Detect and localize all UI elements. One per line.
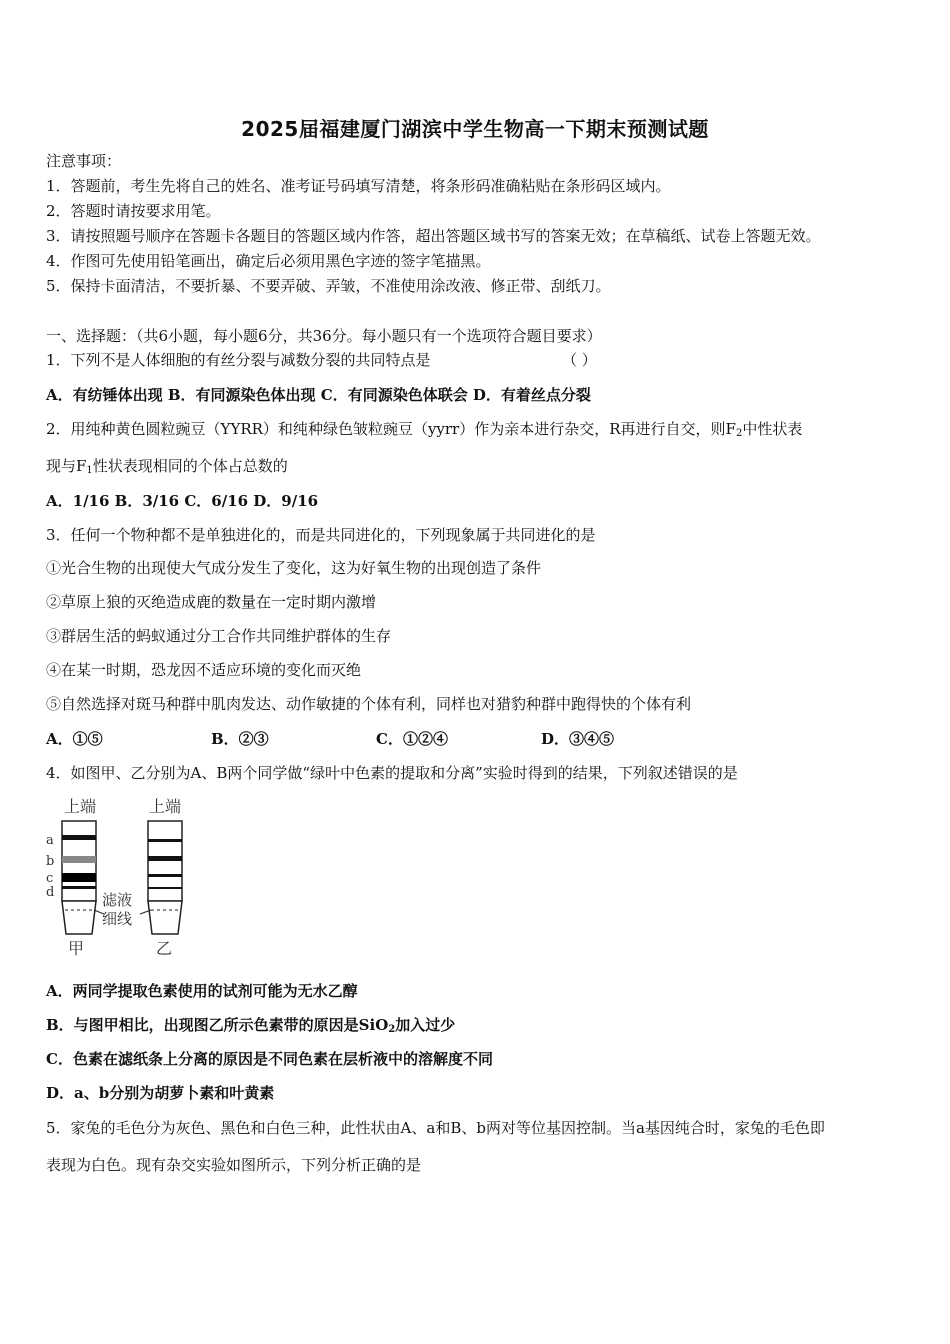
question-4-option-d: D．a、b分别为胡萝卜素和叶黄素 [46, 1084, 275, 1102]
band-b3 [148, 874, 182, 877]
question-2-sub2: 1 [86, 465, 93, 476]
question-3-item: ③群居生活的蚂蚁通过分工合作共同维护群体的生存 [46, 627, 392, 645]
question-2-stem2-a: 现与F [46, 457, 87, 475]
question-5-stem: 5．家兔的毛色分为灰色、黑色和白色三种，此性状由A、a和B、b两对等位基因控制。当a基因纯合时，家兔的毛色即 [46, 1119, 825, 1137]
question-3-option-a: A．①⑤ [46, 730, 103, 748]
question-2-stem [46, 419, 802, 444]
question-4-option-b [46, 1015, 455, 1040]
band-d [62, 886, 96, 889]
figure-top-label-a: 上端 [64, 797, 97, 816]
question-5-stem-line2: 表现为白色。现有杂交实验如图所示，下列分析正确的是 [46, 1156, 422, 1174]
question-4-option-b-b: 加入过少 [395, 1016, 456, 1034]
figure-name-a: 甲 [68, 939, 85, 958]
notice-item: 1．答题前，考生先将自己的姓名、准考证号码填写清楚，将条形码准确粘贴在条形码区域内。 [46, 177, 671, 195]
band-a [62, 835, 96, 840]
notice-item: 2．答题时请按要求用笔。 [46, 202, 221, 220]
section-heading: 一、选择题：（共6小题，每小题6分，共36分。每小题只有一个选项符合题目要求） [46, 327, 602, 345]
paper-strip-b [148, 821, 182, 934]
paper-strip-a [62, 821, 96, 934]
band-b4 [148, 887, 182, 889]
question-2-stem-line2 [46, 456, 288, 481]
band-label-b: b [46, 854, 55, 869]
notice-item: 3．请按照题号顺序在答题卡各题目的答题区域内作答，超出答题区域书写的答案无效；在草稿纸、试卷上答题无效。 [46, 227, 821, 245]
figure-top-label-b: 上端 [149, 797, 182, 816]
question-4-option-a: A．两同学提取色素使用的试剂可能为无水乙醇 [46, 982, 358, 1000]
band-c [62, 873, 96, 882]
page-title: 2025届福建厦门湖滨中学生物高一下期末预测试题 [241, 117, 709, 141]
question-2-options: A．1/16 B．3/16 C．6/16 D．9/16 [46, 492, 319, 510]
question-2-stem-a: 2．用纯种黄色圆粒豌豆（YYRR）和纯种绿色皱粒豌豆（yyrr）作为亲本进行杂交，R再进行自交，则F [46, 420, 736, 438]
question-3-option-c: C．①②④ [376, 730, 448, 748]
figure-line-label-1: 滤液 [102, 891, 133, 909]
question-2-sub: 2 [735, 428, 743, 439]
question-1-paren: （ ） [562, 351, 597, 369]
question-2-stem-b: 中性状表 [742, 420, 803, 438]
question-2-stem2-b: 性状表现相同的个体占总数的 [92, 457, 288, 475]
figure-name-b: 乙 [156, 939, 173, 958]
question-3-item: ④在某一时期，恐龙因不适应环境的变化而灭绝 [46, 661, 362, 679]
band-label-d: d [46, 885, 55, 900]
question-3-item: ①光合生物的出现使大气成分发生了变化，这为好氧生物的出现创造了条件 [46, 559, 542, 577]
chromatography-figure [44, 792, 196, 960]
question-3-item: ⑤自然选择对斑马种群中肌肉发达、动作敏捷的个体有利，同样也对猎豹种群中跑得快的个体有利 [46, 695, 692, 713]
question-4-option-b-a: B．与图甲相比，出现图乙所示色素带的原因是SiO [46, 1016, 389, 1034]
band-b1 [148, 839, 182, 842]
band-label-c: c [46, 871, 54, 886]
question-3-stem: 3．任何一个物种都不是单独进化的，而是共同进化的，下列现象属于共同进化的是 [46, 526, 596, 544]
question-1-options: A．有纺锤体出现 B．有同源染色体出现 C．有同源染色体联会 D．有着丝点分裂 [46, 386, 591, 404]
notice-item: 5．保持卡面清洁，不要折暴、不要弄破、弄皱，不准使用涂改液、修正带、刮纸刀。 [46, 277, 611, 295]
question-3-option-d: D．③④⑤ [541, 730, 615, 748]
band-b2 [148, 856, 182, 861]
notice-item: 4．作图可先使用铅笔画出，确定后必须用黑色字迹的签字笔描黑。 [46, 252, 491, 270]
question-4-option-c: C．色素在滤纸条上分离的原因是不同色素在层析液中的溶解度不同 [46, 1050, 493, 1068]
band-b [62, 856, 96, 863]
question-3-option-b: B．②③ [211, 730, 269, 748]
question-1-stem: 1．下列不是人体细胞的有丝分裂与减数分裂的共同特点是 [46, 351, 431, 369]
band-label-a: a [46, 833, 54, 848]
question-4-option-b-sub: 2 [388, 1024, 396, 1035]
question-4-stem: 4．如图甲、乙分别为A、B两个同学做“绿叶中色素的提取和分离”实验时得到的结果，下列叙述错误的是 [46, 764, 738, 782]
question-3-item: ②草原上狼的灭绝造成鹿的数量在一定时期内激增 [46, 593, 377, 611]
figure-line-label-2: 细线 [102, 910, 133, 928]
notice-heading: 注意事项： [46, 152, 122, 170]
